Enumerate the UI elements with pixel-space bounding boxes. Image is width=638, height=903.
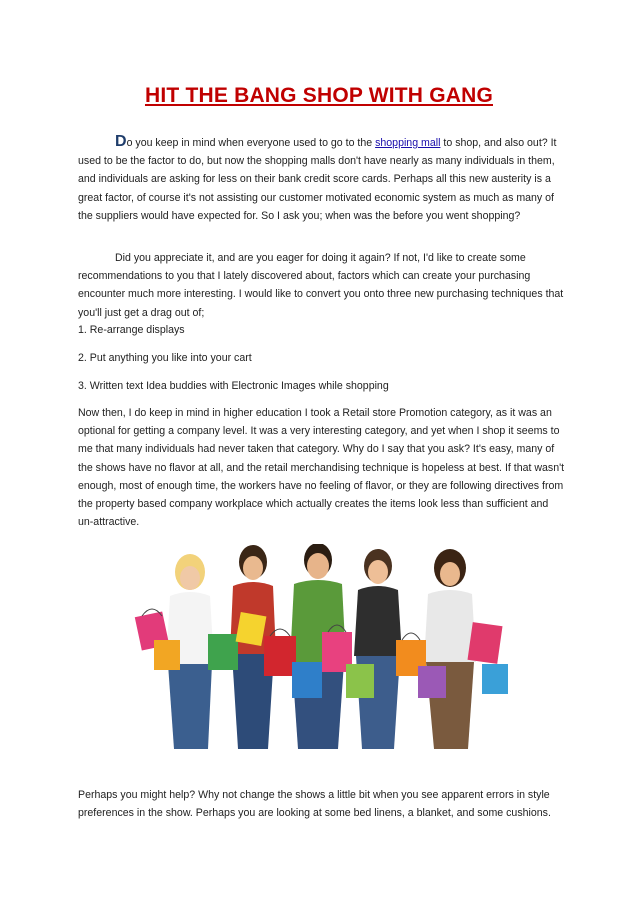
list-item: 1. Re-arrange displays [78, 324, 185, 336]
second-paragraph [78, 249, 566, 322]
fourth-paragraph-text: Perhaps you might help? Why not change the shows a little bit when you see apparent errors in style preferences in the show. Perhaps you are looking at some bed linens, a blanket, and some cushions. [78, 789, 551, 820]
shopping-mall-link[interactable]: shopping mall [375, 137, 441, 149]
second-paragraph-text: Did you appreciate it, and are you eager for doing it again? If not, I'd like to create some recommendations to you that I lately discovered about, factors which can create your purchasing encounter much more interesting. I would like to convert you onto three new purchasing techniques that you'll just get a drag out of; [78, 252, 564, 319]
intro-paragraph [78, 133, 566, 225]
page-title: HIT THE BANG SHOP WITH GANG [144, 84, 493, 107]
intro-text-start: o you keep in mind when everyone used to go to the [126, 137, 376, 149]
intro-text-end: to shop, and also out? It used to be the factor to do, but now the shopping malls don't have nearly as many individuals in them, and individuals are asking for less on their bank credit score cards. Perhaps all this new austerity is a great factor, of course it's not assisting our customer motivated economic system as much as many of the suppliers would have expected for. So I ask you; when was the before you went shopping? [78, 137, 557, 222]
list-item: 3. Written text Idea buddies with Electronic Images while shopping [78, 380, 389, 392]
drop-cap: D [115, 133, 127, 150]
third-paragraph-text: Now then, I do keep in mind in higher education I took a Retail store Promotion category, as it was an optional for getting a company level. It was a very interesting category, and yet when I shop it seems to me that many individuals had never taken that category. Why do I say that you ask? It's easy, many of the shows have no flavor at all, and the retail merchandising technique is hopeless at best. If that wasn't enough, most of enough time, the workers have no feeling of flavor, or they are following directives from the property based company workplace which actually creates the items look less than sufficient and un-attractive. [78, 407, 565, 529]
third-paragraph [78, 404, 566, 531]
shoppers-photo [78, 544, 558, 754]
list-item: 2. Put anything you like into your cart [78, 352, 252, 364]
fourth-paragraph [78, 786, 566, 822]
